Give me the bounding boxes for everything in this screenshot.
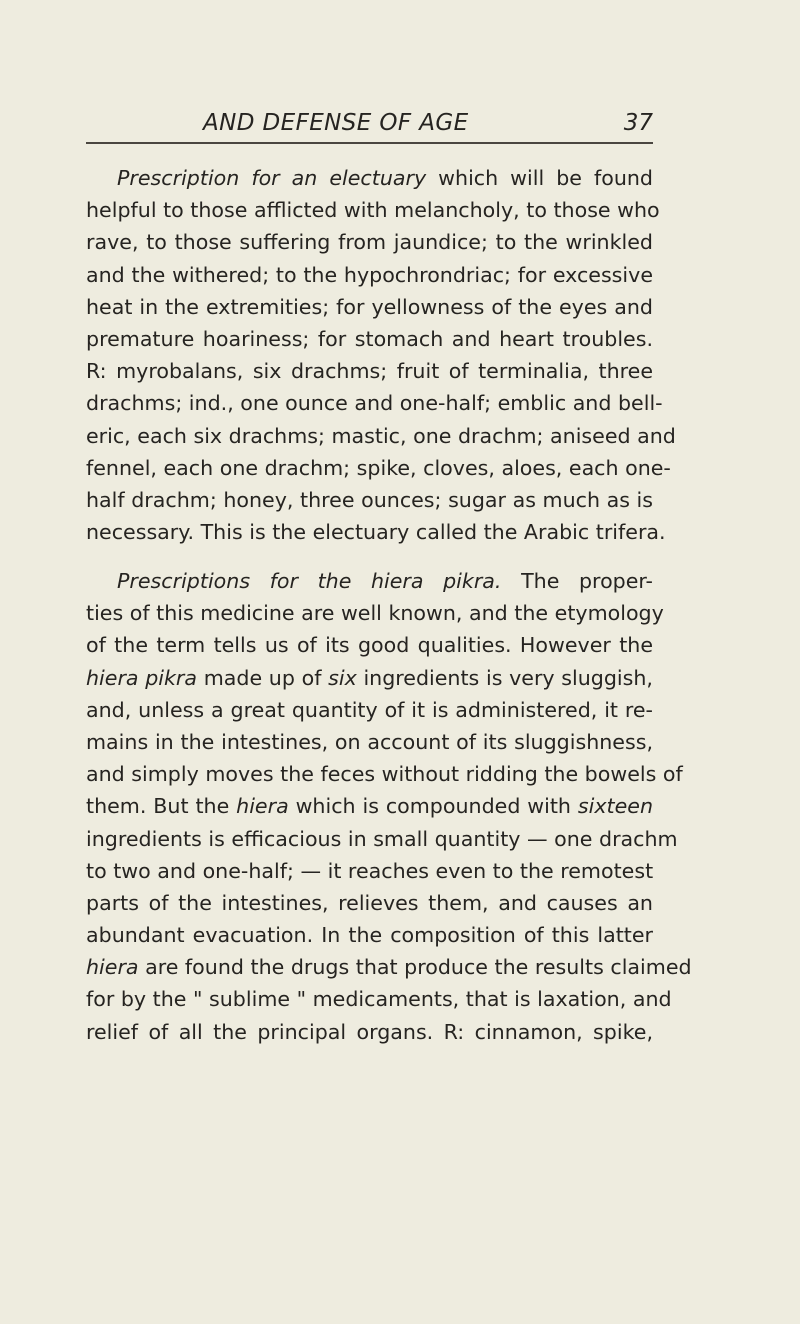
text-line: of the term tells us of its good qualities. However the [86,633,653,658]
italic-term: hiera [86,955,139,980]
italic-term: hiera pikra [86,665,198,690]
prescription-heading: Prescriptions for the hiera pikra. [117,569,502,593]
text-line: mains in the intestines, on account of its sluggishness, [86,729,653,754]
line-text: made up of [197,665,329,690]
italic-term: hiera [236,794,289,819]
page-number: 37 [623,110,653,136]
text-line: drachms; ind., one ounce and one-half; emblic and bell- [86,391,663,416]
line-text: which is compounded with [288,794,578,819]
text-line: and, unless a great quantity of it is administered, it re- [86,697,653,722]
line-text: them. But the [86,794,237,819]
text-line: rave, to those suffering from jaundice; to the wrinkled [86,230,653,255]
text-line [86,662,653,694]
text-line: fennel, each one drachm; spike, cloves, aloes, each one- [86,455,671,480]
line-text: which will be found [426,166,654,190]
text-line: eric, each six drachms; mastic, one drachm; aniseed and [86,423,676,448]
italic-term: six [328,665,357,690]
text-line: ties of this medicine are well known, and the etymology [86,601,664,626]
text-line: R: myrobalans, six drachms; fruit of terminalia, three [86,359,653,384]
running-title: AND DEFENSE OF AGE [203,110,469,136]
line-text: The proper- [501,569,653,593]
italic-term: sixteen [577,794,653,819]
text-line: necessary. This is the electuary called the Arabic trifera. [86,520,666,545]
text-line: for by the " sublime " medicaments, that is laxation, and [86,987,672,1012]
text-line: and the withered; to the hypochrondriac; for excessive [86,262,653,287]
text-line [86,565,653,597]
text-line: half drachm; honey, three ounces; sugar as much as is [86,487,653,512]
paragraph-hiera-pikra [86,565,692,1048]
line-text: ingredients is very sluggish, [356,665,653,690]
text-line [86,951,692,983]
text-line: to two and one-half; — it reaches even to the remotest [86,858,654,883]
prescription-heading: Prescription for an electuary [117,166,427,190]
text-line: premature hoariness; for stomach and heart troubles. [86,326,653,351]
text-line [86,790,653,822]
line-text: are found the drugs that produce the results claimed [138,955,692,980]
text-line: relief of all the principal organs. R: cinnamon, spike, [86,1019,653,1044]
text-line: ingredients is efficacious in small quantity — one drachm [86,826,678,851]
text-line [86,162,653,194]
text-line: helpful to those afflicted with melancholy, to those who [86,198,660,223]
text-line: heat in the extremities; for yellowness of the eyes and [86,294,653,319]
text-line: abundant evacuation. In the composition of this latter [86,923,653,948]
text-line: and simply moves the feces without ridding the bowels of [86,762,683,787]
text-line: parts of the intestines, relieves them, and causes an [86,890,653,915]
running-head [86,110,653,142]
paragraph-electuary [86,162,676,548]
header-rule [86,142,653,144]
